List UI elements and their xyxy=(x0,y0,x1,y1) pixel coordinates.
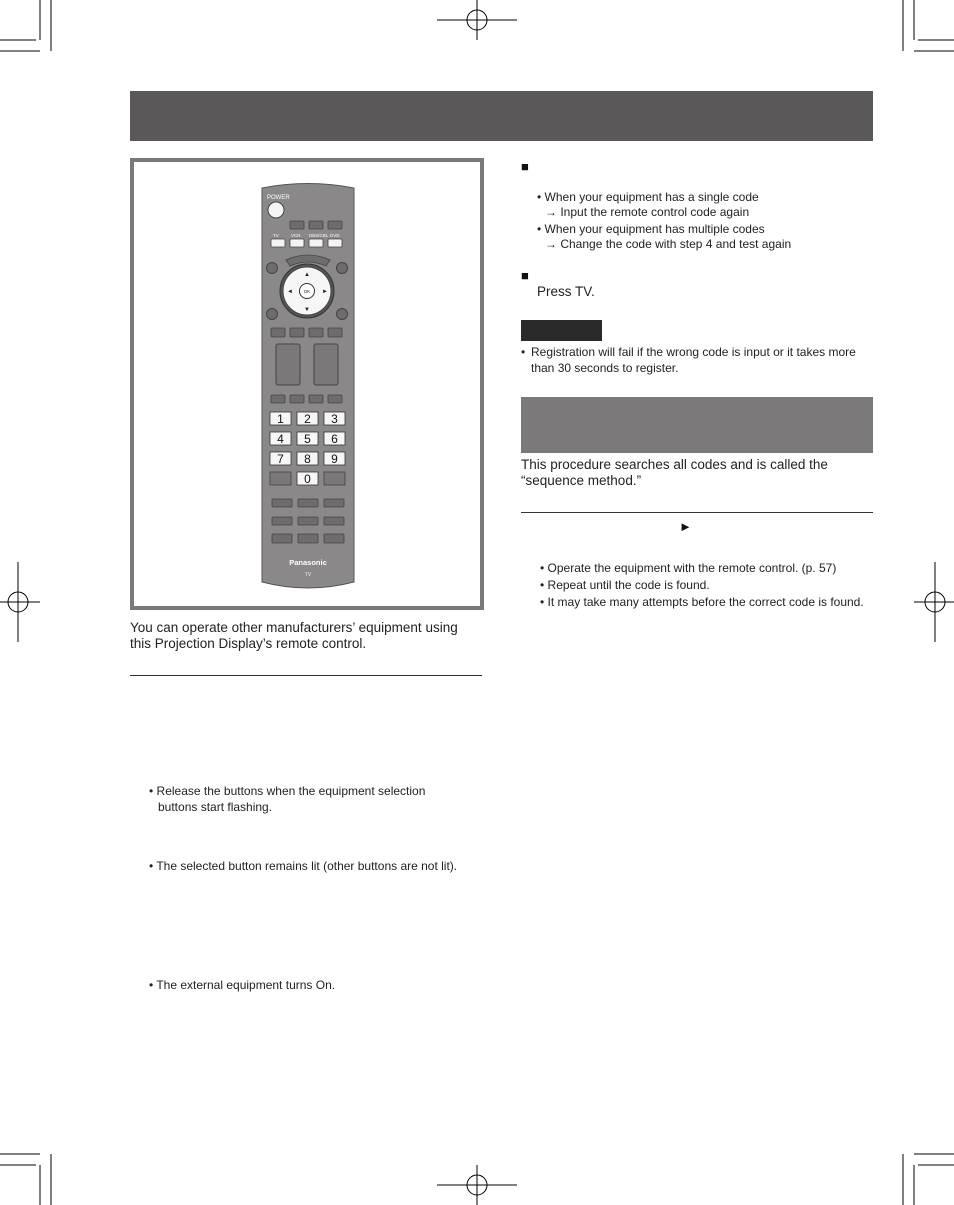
nav-left-icon[interactable]: ◄ xyxy=(287,289,293,295)
nav-corner-button-tl[interactable] xyxy=(267,263,278,274)
equip-label-dvd: DVD xyxy=(330,233,340,238)
repeat-bullet: • Repeat until the code is found. xyxy=(540,578,710,592)
number-label-0: 0 xyxy=(304,472,311,486)
equip-button-vcr[interactable] xyxy=(290,239,304,247)
section-marker-square: ■ xyxy=(521,159,529,174)
volume-rocker[interactable] xyxy=(276,344,300,385)
equip-label-tv: TV xyxy=(273,233,279,238)
nav-corner-button-bl[interactable] xyxy=(267,309,278,320)
brand-logo: Panasonic xyxy=(289,558,327,567)
attempts-bullet: • It may take many attempts before the correct code is found. xyxy=(540,595,864,609)
note-release-buttons: • Release the buttons when the equipment selection buttons start flashing. xyxy=(149,784,426,814)
multiple-codes-bullet: • When your equipment has multiple codes xyxy=(537,222,765,236)
multiple-codes-action: → Change the code with step 4 and test again xyxy=(545,237,792,251)
section-divider-left xyxy=(130,675,482,676)
nav-corner-button-tr[interactable] xyxy=(337,263,348,274)
nav-corner-button-br[interactable] xyxy=(337,309,348,320)
nav-up-icon[interactable]: ▲ xyxy=(304,272,310,278)
number-label-2: 2 xyxy=(304,412,311,426)
right-arrow-icon: ► xyxy=(679,519,692,534)
number-label-6: 6 xyxy=(331,432,338,446)
number-label-3: 3 xyxy=(331,412,338,426)
number-label-5: 5 xyxy=(304,432,311,446)
operate-equipment-bullet: • Operate the equipment with the remote control. (p. 57) xyxy=(540,561,837,575)
single-code-bullet: • When your equipment has a single code xyxy=(537,190,759,204)
section-divider-right xyxy=(521,512,873,513)
number-label-4: 4 xyxy=(277,432,284,446)
top-small-buttons xyxy=(290,221,342,229)
sequence-method-intro: This procedure searches all codes and is called the “sequence method.” xyxy=(521,457,828,488)
equip-label-dbs: DBS/CBL xyxy=(309,233,329,238)
power-button[interactable] xyxy=(268,202,284,218)
note-registration-fail: Registration will fail if the wrong code is input or it takes more than 30 seconds to register. xyxy=(531,345,856,375)
intro-paragraph: You can operate other manufacturers’ equipment using this Projection Display’s remote control. xyxy=(130,620,458,651)
channel-rocker[interactable] xyxy=(314,344,338,385)
number-side-key-left[interactable] xyxy=(270,472,291,485)
number-label-1: 1 xyxy=(277,412,284,426)
number-side-key-right[interactable] xyxy=(324,472,345,485)
number-label-7: 7 xyxy=(277,452,284,466)
lower-button-rows xyxy=(272,499,344,543)
equip-button-dvd[interactable] xyxy=(328,239,342,247)
equip-button-dbs[interactable] xyxy=(309,239,323,247)
section-marker-square-2: ■ xyxy=(521,268,529,283)
nav-down-icon[interactable]: ▼ xyxy=(304,307,310,313)
note-equipment-on: • The external equipment turns On. xyxy=(149,978,336,992)
note-bullet-marker: • xyxy=(521,345,526,359)
page-header-bar xyxy=(130,91,873,141)
power-label: POWER xyxy=(267,195,290,201)
model-label: TV xyxy=(304,572,312,578)
equip-label-vcr: VCR xyxy=(291,233,301,238)
note-selected-lit: • The selected button remains lit (other buttons are not lit). xyxy=(149,859,458,873)
number-label-9: 9 xyxy=(331,452,338,466)
remote-illustration-frame xyxy=(130,158,484,610)
note-label-bar xyxy=(521,320,602,341)
nav-right-icon[interactable]: ► xyxy=(322,289,328,295)
equip-button-tv[interactable] xyxy=(271,239,285,247)
subsection-header-bar xyxy=(521,397,873,453)
single-code-action: → Input the remote control code again xyxy=(545,205,750,219)
remote-control-illustration xyxy=(134,162,480,606)
number-label-8: 8 xyxy=(304,452,311,466)
press-tv-instruction: Press TV. xyxy=(537,284,595,299)
ok-label: OK xyxy=(303,289,311,294)
